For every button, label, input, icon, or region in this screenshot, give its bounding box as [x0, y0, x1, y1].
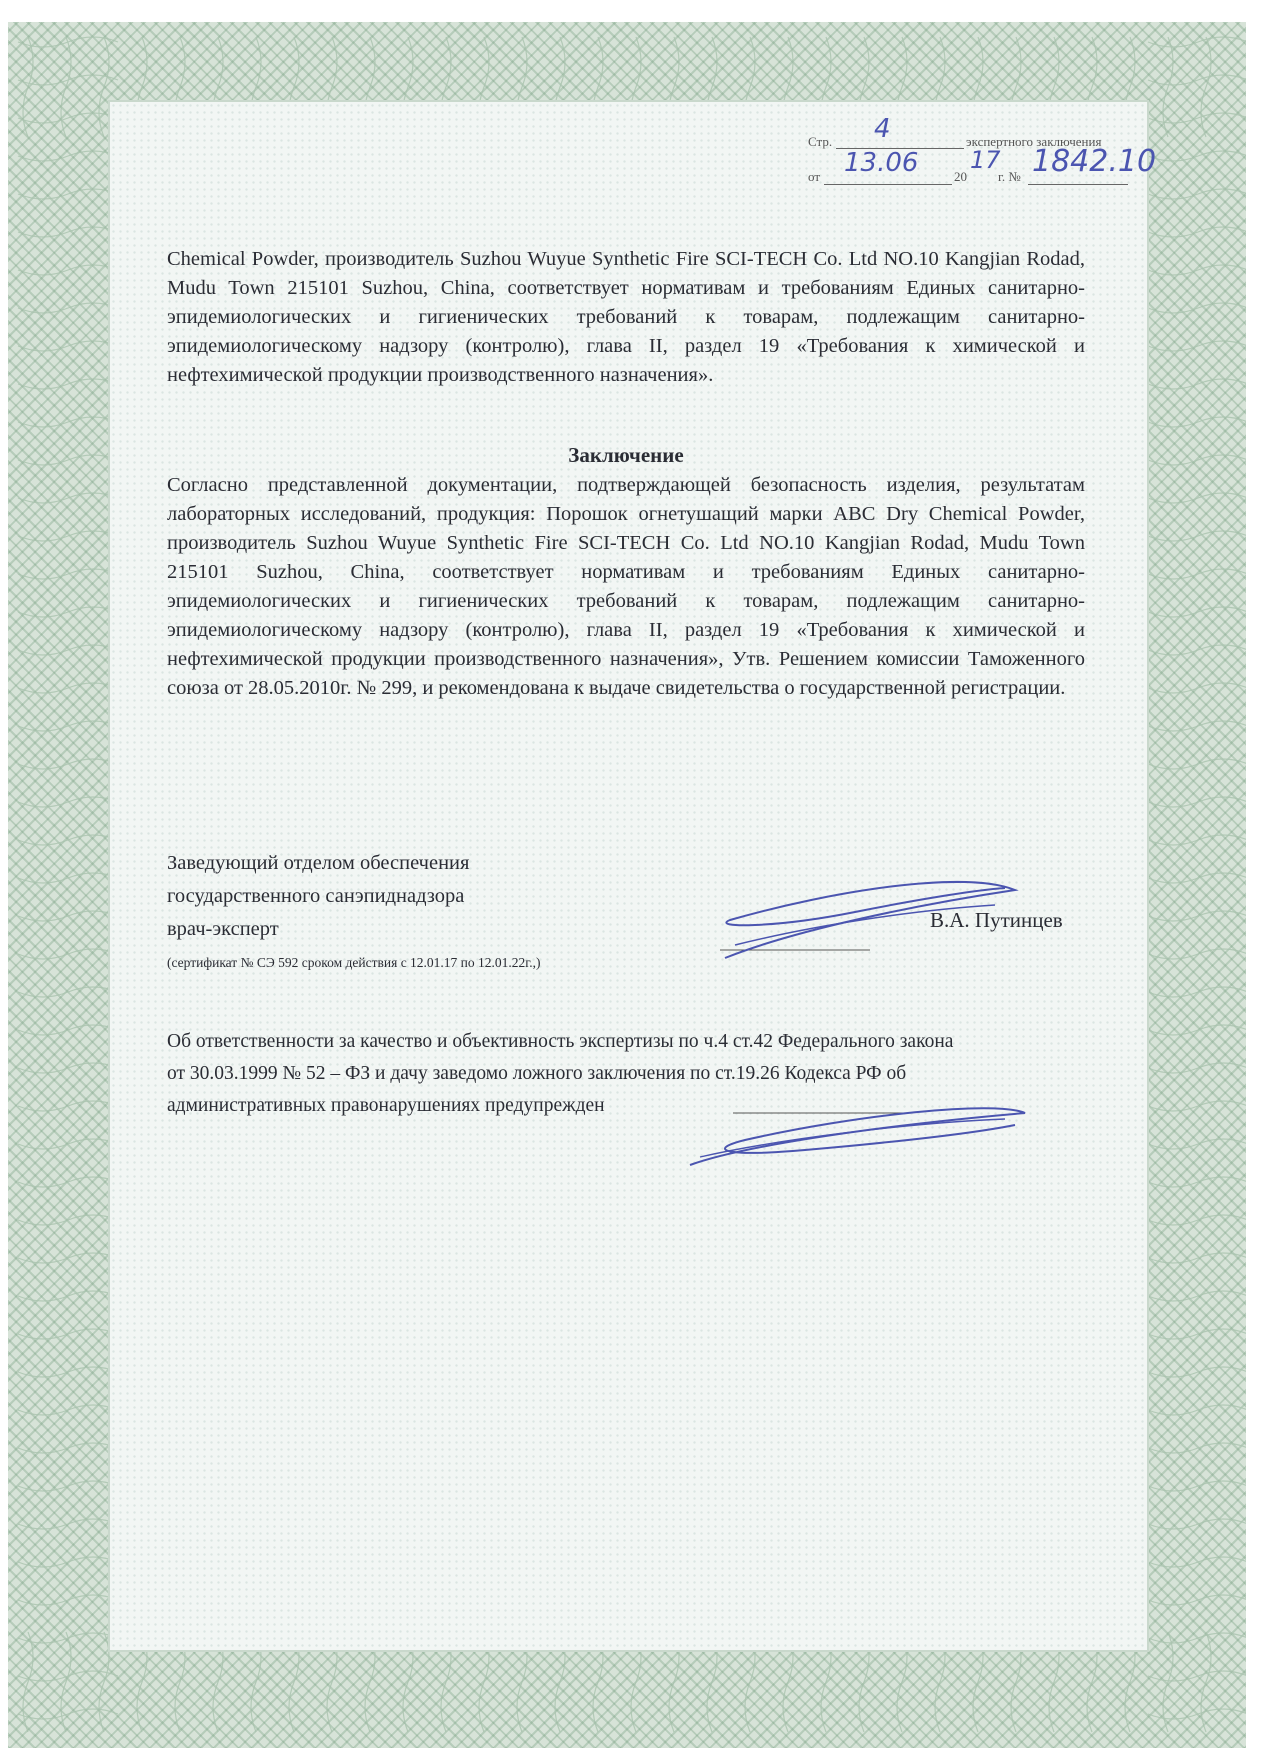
signatory-title	[167, 847, 541, 979]
signature-upper	[715, 850, 1025, 970]
year-prefix: 20	[954, 169, 967, 184]
responsibility-line-2: от 30.03.1999 № 52 – ФЗ и дачу заведомо ложного заключения по ст.19.26 Кодекса РФ об	[167, 1063, 907, 1084]
date-handwritten: 13.06	[844, 148, 919, 178]
certificate-note: (сертификат № СЭ 592 сроком действия с 12.01.17 по 12.01.22г.,)	[167, 955, 541, 970]
page-prefix: Стр.	[808, 134, 833, 149]
responsibility-line-1: Об ответственности за качество и объективность экспертизы по ч.4 ст.42 Федерального закона	[167, 1031, 954, 1052]
paragraph-product: Chemical Powder, производитель Suzhou Wuyue Synthetic Fire SCI-TECH Co. Ltd NO.10 Kangjian Rodad, Mudu Town 215101 Suzhou, China, соответствует нормативам и требованиям Единых санитарно-эпидемиологических и гигиенических требований к товарам, подлежащим санитарно-эпидемиологическому надзору (контролю), глава II, раздел 19 «Требования к химической и нефтехимической продукции производственного назначения».	[167, 248, 1085, 386]
doc-type: экспертного заключения	[966, 134, 1102, 149]
page-header	[808, 114, 1157, 196]
from-prefix: от	[808, 169, 821, 184]
conclusion-text: Согласно представленной документации, подтверждающей безопасность изделия, результатам лабораторных исследований, продукция: Порошок огнетушащий марки ABC Dry Chemical Powder, производитель Suzhou Wuyue Synthetic Fire SCI-TECH Co. Ltd NO.10 Kangjian Rodad, Mudu Town 215101 Suzhou, China, соответствует нормативам и требованиям Единых санитарно-эпидемиологических и гигиенических требований к товарам, подлежащим санитарно-эпидемиологическому надзору (контролю), глава II, раздел 19 «Требования к химической и нефтехимической продукции производственного назначения», Утв. Решением комиссии Таможенного союза от 28.05.2010г. № 299, и рекомендована к выдаче свидетельства о государственной регистрации.	[167, 474, 1085, 699]
responsibility-line-3: административных правонарушениях предупрежден	[167, 1095, 605, 1116]
page-number-handwritten: 4	[874, 114, 891, 144]
signatory-line-2: государственного санэпиднадзора	[167, 885, 465, 907]
year-handwritten: 17	[970, 146, 1001, 174]
year-sign: г. №	[998, 169, 1021, 184]
signatory-line-3: врач-эксперт	[167, 918, 279, 940]
signature-lower	[685, 1095, 1035, 1175]
conclusion-heading: Заключение	[568, 443, 684, 467]
signatory-line-1: Заведующий отделом обеспечения	[167, 852, 470, 874]
signer-name: В.А. Путинцев	[930, 908, 1063, 932]
doc-number-handwritten: 1842.10	[1032, 144, 1157, 179]
